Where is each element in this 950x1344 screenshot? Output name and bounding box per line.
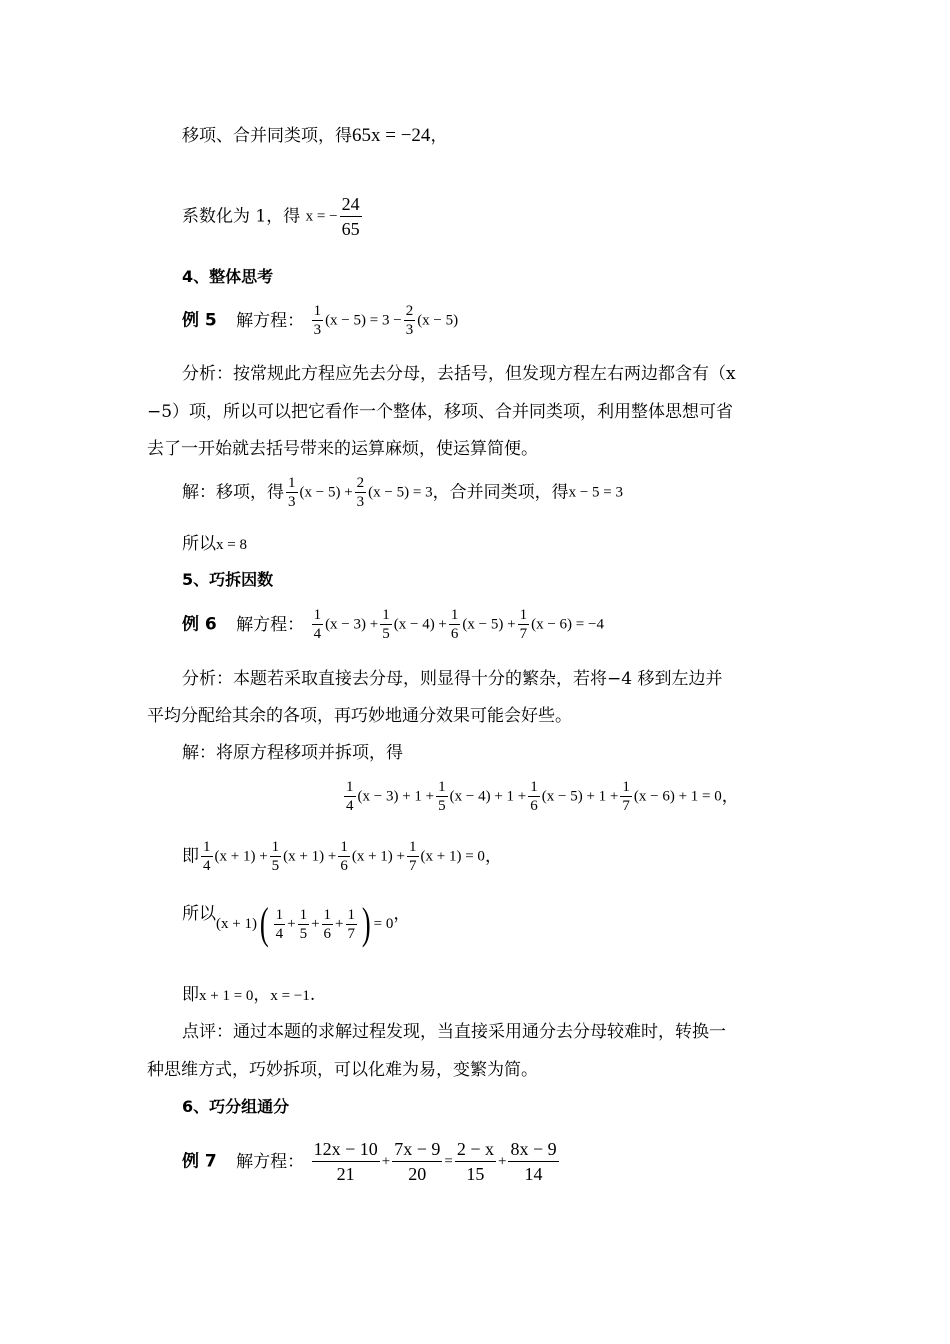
numerator: 12x − 10 <box>312 1137 380 1162</box>
numerator: 1 <box>271 839 280 855</box>
step-combine-line <box>182 124 447 148</box>
prefix: 所以 <box>182 904 216 924</box>
prefix: 即 <box>182 985 199 1005</box>
numerator: 2 <box>405 303 414 319</box>
solution-mid-text: ，合并同类项，得 <box>432 482 569 503</box>
math: (x + 1) = 0 <box>420 848 485 865</box>
numerator: 1 <box>288 475 296 491</box>
equation-6c <box>182 899 411 948</box>
math: = <box>444 1153 453 1170</box>
fraction <box>322 906 334 943</box>
denominator: 21 <box>336 1164 355 1184</box>
punct: ， <box>430 126 448 146</box>
math: + <box>335 916 344 932</box>
step-coefficient-line <box>182 192 364 241</box>
example-6 <box>182 606 604 643</box>
math: (x − 5) + 1 + <box>541 788 619 805</box>
prefix: 即 <box>182 846 199 867</box>
numerator: 2 <box>356 475 365 491</box>
denominator: 3 <box>313 322 322 338</box>
math: (x + 1) + <box>283 848 337 865</box>
math: + <box>287 916 296 932</box>
math: (x − 6) + 1 = 0 <box>633 788 722 805</box>
denominator: 5 <box>438 798 446 814</box>
math: + <box>497 1153 507 1170</box>
fraction <box>455 1137 496 1186</box>
example-7 <box>182 1137 561 1186</box>
numerator: 7x − 9 <box>392 1137 442 1162</box>
equation-lhs: x = − <box>305 208 338 225</box>
denominator: 15 <box>466 1164 485 1184</box>
denominator: 14 <box>524 1164 543 1184</box>
fraction <box>312 302 324 339</box>
math: (x − 5) = 3 − <box>325 312 402 329</box>
fraction <box>344 778 356 815</box>
denominator: 3 <box>405 322 414 338</box>
numerator: 1 <box>313 607 322 623</box>
fraction <box>298 906 310 943</box>
punct: ， <box>484 846 502 867</box>
numerator: 1 <box>450 607 459 623</box>
numerator: 1 <box>438 779 446 795</box>
example-prompt: 解方程： <box>236 310 305 331</box>
numerator: 1 <box>622 779 630 795</box>
denominator: 65 <box>341 219 360 239</box>
denominator: 3 <box>288 494 296 510</box>
analysis-5-line-2: −5）项，所以可以把它看作一个整体，移项、合并同类项，利用整体思想可省 <box>147 402 734 422</box>
fraction <box>312 1137 380 1186</box>
math: x − 5 = 3 <box>568 484 624 501</box>
denominator: 5 <box>299 925 308 942</box>
analysis-6-line-2: 平均分配给其余的各项，再巧妙地通分效果可能会好些。 <box>147 706 572 726</box>
fraction <box>380 606 392 643</box>
denominator: 7 <box>409 858 417 874</box>
equation-6a <box>342 778 739 815</box>
review-6-line-1: 点评：通过本题的求解过程发现，当直接采用通分去分母较难时，转换一 <box>182 1022 726 1042</box>
math: + <box>311 916 320 932</box>
math: = 0 <box>373 916 394 932</box>
example-prompt: 解方程： <box>236 1151 305 1172</box>
fraction <box>312 606 324 643</box>
math: x = −1 <box>270 988 310 1004</box>
example-prompt: 解方程： <box>236 614 305 635</box>
math: (x + 1) <box>216 916 257 932</box>
analysis-5-line-3: 去了一开始就去括号带来的运算麻烦，使运算简便。 <box>147 439 538 459</box>
numerator: 24 <box>340 192 362 217</box>
analysis-5-line-1: 分析：按常规此方程应先去分母，去括号，但发现方程左右两边都含有（x <box>182 364 736 384</box>
numerator: 8x − 9 <box>508 1137 558 1162</box>
fraction <box>346 906 358 943</box>
math: (x − 5) = 3 <box>368 484 433 501</box>
step-text: 系数化为 1，得 <box>182 206 301 227</box>
result-text: 所以 <box>182 534 216 554</box>
math: (x − 5) <box>417 312 459 329</box>
denominator: 7 <box>519 626 528 642</box>
math: (x − 6) = −4 <box>531 616 604 633</box>
math: (x − 3) + 1 + <box>357 788 435 805</box>
fraction <box>436 778 448 815</box>
denominator: 7 <box>347 925 356 942</box>
numerator: 1 <box>340 839 348 855</box>
denominator: 4 <box>313 626 322 642</box>
numerator: 1 <box>409 839 417 855</box>
analysis-6-line-1: 分析：本题若采取直接去分母，则显得十分的繁杂，若将−4 移到左边并 <box>182 669 723 689</box>
math: + <box>381 1153 391 1170</box>
section-title-6: 6、巧分组通分 <box>182 1097 290 1116</box>
numerator: 1 <box>519 607 528 623</box>
fraction <box>392 1137 442 1186</box>
math: (x + 1) + <box>351 848 406 865</box>
step-text: 移项、合并同类项，得 <box>182 126 352 146</box>
result-5 <box>182 532 247 557</box>
numerator: 1 <box>530 779 538 795</box>
fraction <box>407 838 419 875</box>
fraction <box>528 778 540 815</box>
math: (x − 4) + 1 + <box>449 788 527 805</box>
example-label: 例 7 <box>182 1151 217 1172</box>
example-5 <box>182 302 458 339</box>
punct: ， <box>393 904 411 924</box>
denominator: 4 <box>203 858 211 874</box>
denominator: 6 <box>450 626 459 642</box>
numerator: 1 <box>323 906 332 923</box>
numerator: 1 <box>299 906 308 923</box>
fraction <box>274 906 286 943</box>
fraction <box>340 192 362 241</box>
numerator: 1 <box>313 303 322 319</box>
numerator: 1 <box>346 779 354 795</box>
equation-6b <box>182 838 502 875</box>
numerator: 1 <box>347 906 356 923</box>
denominator: 5 <box>271 858 280 874</box>
right-paren: ) <box>361 899 371 948</box>
numerator: 2 − x <box>455 1137 496 1162</box>
fraction <box>338 838 350 875</box>
section-title-5: 5、巧拆因数 <box>182 570 274 589</box>
math: x + 1 = 0 <box>199 988 254 1004</box>
numerator: 1 <box>382 607 390 623</box>
fraction <box>286 474 298 511</box>
denominator: 4 <box>346 798 354 814</box>
section-title-4: 4、整体思考 <box>182 267 274 286</box>
numerator: 1 <box>203 839 211 855</box>
denominator: 5 <box>382 626 390 642</box>
fraction <box>518 606 530 643</box>
math: (x − 4) + <box>393 616 447 633</box>
math: (x − 5) + <box>299 484 353 501</box>
math: x = 8 <box>216 537 247 553</box>
fraction <box>270 838 282 875</box>
equation-6d <box>182 983 315 1008</box>
math: (x − 5) + <box>462 616 516 633</box>
left-paren: ( <box>259 899 269 948</box>
punct: ， <box>721 786 739 807</box>
fraction <box>355 474 367 511</box>
denominator: 6 <box>530 798 538 814</box>
fraction <box>449 606 461 643</box>
math: (x + 1) + <box>214 848 268 865</box>
punct: . <box>309 985 316 1005</box>
example-label: 例 6 <box>182 614 217 635</box>
math: (x − 3) + <box>325 616 379 633</box>
fraction <box>620 778 632 815</box>
equation: 65x = −24 <box>352 125 431 146</box>
numerator: 1 <box>275 906 284 923</box>
fraction <box>201 838 213 875</box>
review-6-line-2: 种思维方式，巧妙拆项，可以化难为易，变繁为简。 <box>147 1060 538 1080</box>
solution-6-intro: 解：将原方程移项并拆项，得 <box>182 743 403 763</box>
denominator: 4 <box>275 925 284 942</box>
denominator: 20 <box>408 1164 427 1184</box>
solution-prefix: 解：移项，得 <box>182 482 284 503</box>
solution-5 <box>182 474 623 511</box>
denominator: 6 <box>340 858 348 874</box>
denominator: 7 <box>622 798 630 814</box>
fraction <box>508 1137 558 1186</box>
example-label: 例 5 <box>182 310 217 331</box>
fraction <box>404 302 416 339</box>
punct: ， <box>253 985 271 1005</box>
denominator: 6 <box>323 925 332 942</box>
denominator: 3 <box>356 494 365 510</box>
